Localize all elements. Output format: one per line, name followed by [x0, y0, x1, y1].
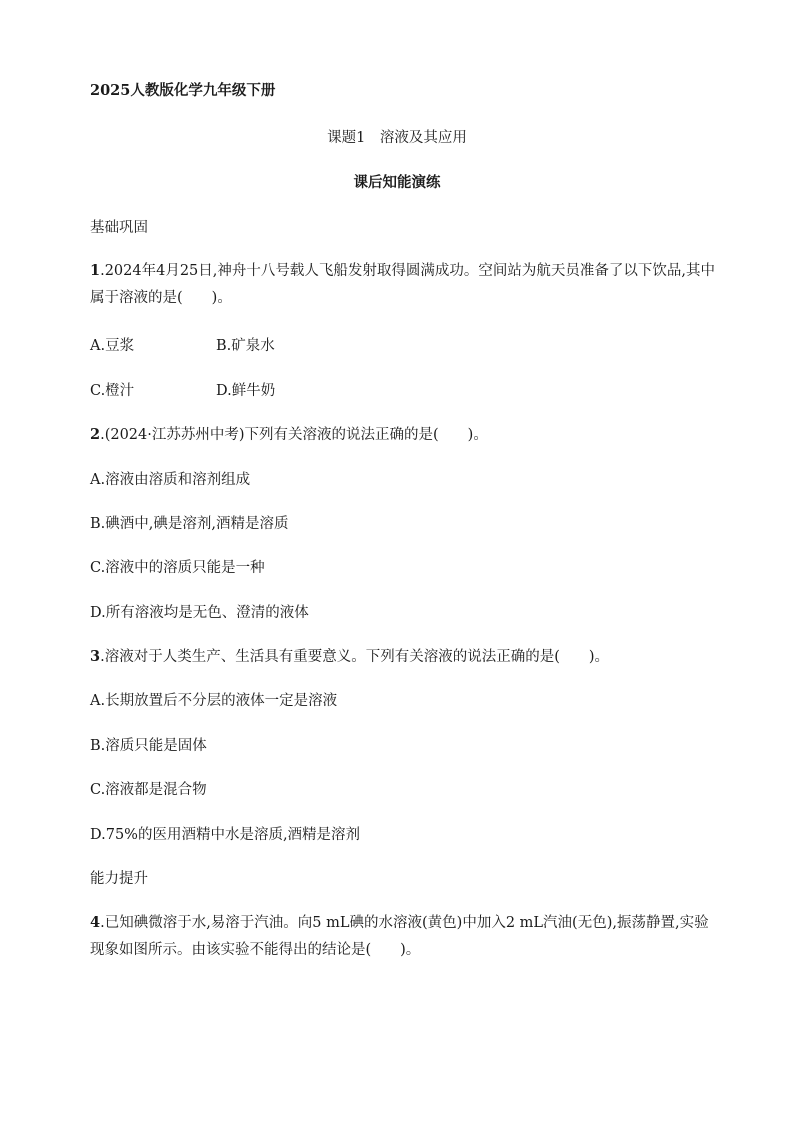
- section-title: 课后知能演练: [353, 174, 441, 191]
- question-3-option-a: A.长期放置后不分层的液体一定是溶液: [90, 693, 338, 709]
- question-2-stem: [90, 424, 720, 446]
- question-2-option-b: B.碘酒中,碘是溶剂,酒精是溶质: [90, 516, 289, 532]
- question-3-option-d: D.75%的医用酒精中水是溶质,酒精是溶剂: [90, 827, 361, 843]
- question-3-stem: [90, 646, 720, 668]
- question-2-option-c: C.溶液中的溶质只能是一种: [90, 560, 265, 576]
- option-d: D.鲜牛奶: [216, 383, 276, 399]
- question-1-options-row-1: [90, 335, 720, 357]
- question-3-option-b: B.溶质只能是固体: [90, 738, 207, 754]
- book-title: 2025人教版化学九年级下册: [90, 82, 276, 99]
- question-2-option-d: D.所有溶液均是无色、澄清的液体: [90, 605, 309, 621]
- question-number: 2: [90, 426, 101, 443]
- option-c: C.橙汁: [90, 383, 135, 399]
- question-text: .已知碘微溶于水,易溶于汽油。向5 mL碘的水溶液(黄色)中加入2 mL汽油(无色),振荡静置,实验现象如图所示。由该实验不能得出的结论是( )。: [90, 915, 709, 958]
- option-a: A.豆浆: [90, 338, 135, 354]
- question-4-stem: [90, 909, 720, 964]
- question-text: .(2024·江苏苏州中考)下列有关溶液的说法正确的是( )。: [100, 427, 488, 443]
- question-text: .2024年4月25日,神舟十八号载人飞船发射取得圆满成功。空间站为航天员准备了以下饮品,其中属于溶液的是( )。: [90, 263, 715, 306]
- option-b: B.矿泉水: [216, 338, 275, 354]
- question-2-option-a: A.溶液由溶质和溶剂组成: [90, 472, 251, 488]
- question-text: .溶液对于人类生产、生活具有重要意义。下列有关溶液的说法正确的是( )。: [100, 649, 610, 665]
- question-number: 4: [90, 914, 101, 931]
- section-heading-basic: 基础巩固: [90, 220, 148, 236]
- question-number: 3: [90, 648, 101, 665]
- question-3-option-c: C.溶液都是混合物: [90, 782, 207, 798]
- question-number: 1: [90, 262, 101, 279]
- lesson-title: 课题1 溶液及其应用: [327, 130, 467, 146]
- section-heading-advanced: 能力提升: [90, 871, 148, 887]
- question-1-options-row-2: [90, 380, 720, 402]
- question-1-stem: [90, 257, 720, 312]
